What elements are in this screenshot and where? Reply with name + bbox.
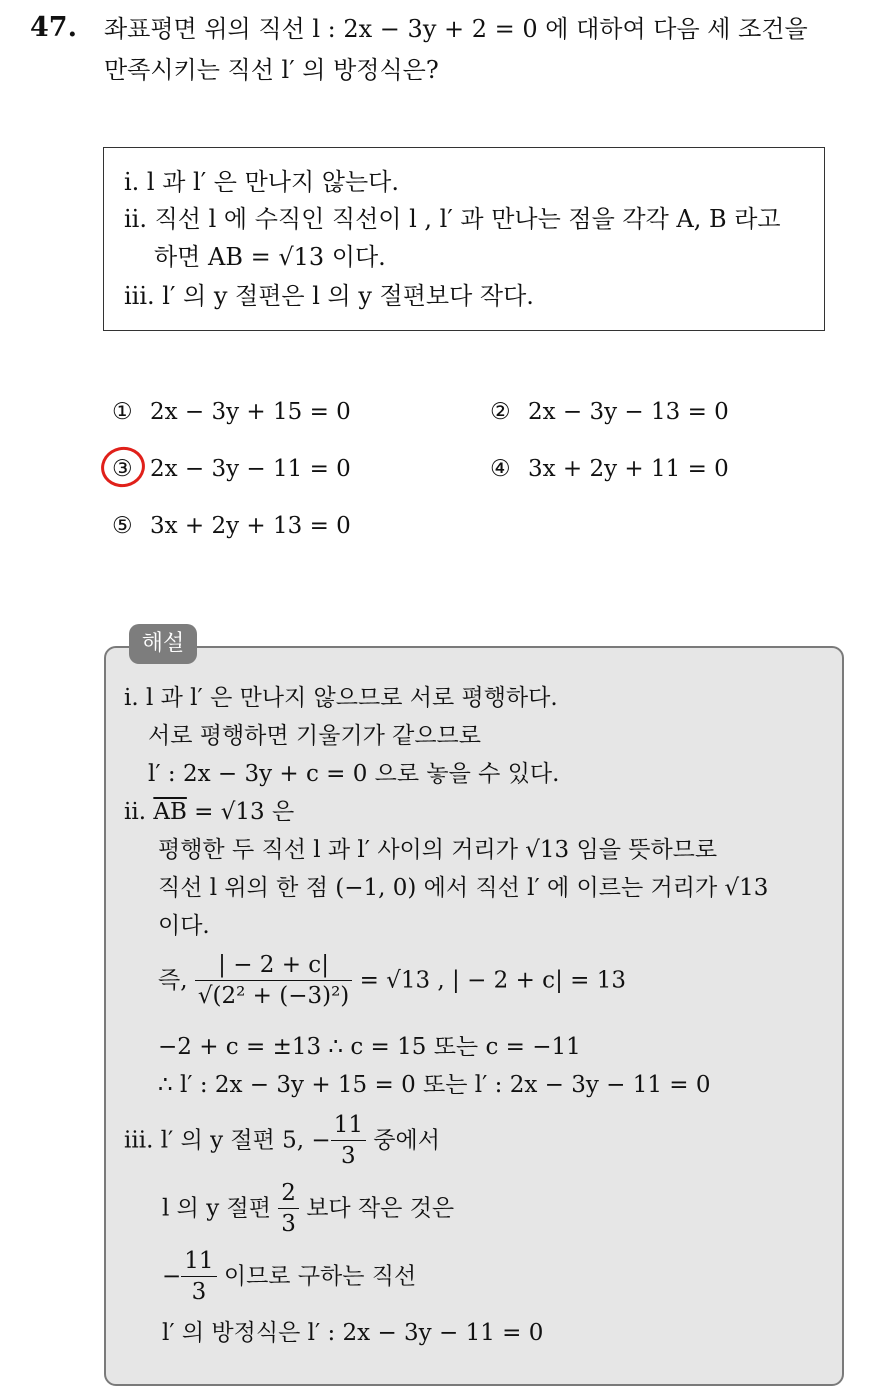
option-equation: 2x − 3y − 11 = 0 xyxy=(150,456,351,482)
option-5[interactable] xyxy=(112,509,351,543)
fraction-numerator: 11 xyxy=(181,1246,216,1277)
text: 중에서 xyxy=(365,1127,440,1154)
fraction-denominator: 3 xyxy=(341,1143,356,1169)
distance-fraction xyxy=(195,950,352,1011)
fraction xyxy=(278,1178,299,1239)
question-number: 47. xyxy=(30,12,77,43)
fraction-denominator: 3 xyxy=(281,1211,296,1237)
solution-line-4 xyxy=(124,795,294,829)
text: ii. xyxy=(124,799,147,825)
option-number: ③ xyxy=(112,456,133,482)
text: iii. l′ 의 y 절편 5, − xyxy=(124,1127,331,1154)
solution-line-14: l′ 의 방정식은 l′ : 2x − 3y − 11 = 0 xyxy=(162,1320,544,1346)
option-2[interactable] xyxy=(490,395,729,429)
text: = √13 , | − 2 + c| = 13 xyxy=(352,967,626,994)
option-3[interactable] xyxy=(112,452,351,486)
solution-line-5: 평행한 두 직선 l 과 l′ 사이의 거리가 √13 임을 뜻하므로 xyxy=(158,837,718,863)
solution-line-2: 서로 평행하면 기울기가 같으므로 xyxy=(148,723,481,749)
fraction-denominator: √(2² + (−3)²) xyxy=(197,983,350,1009)
fraction xyxy=(331,1110,366,1171)
option-equation: 3x + 2y + 13 = 0 xyxy=(150,513,351,539)
option-number: ④ xyxy=(490,456,511,482)
text: 즉, xyxy=(158,967,188,994)
question-line-1: 좌표평면 위의 직선 l : 2x − 3y + 2 = 0 에 대하여 다음 세 조건을 xyxy=(104,15,808,43)
condition-2-cont: 하면 AB = √13 이다. xyxy=(154,243,386,271)
solution-line-7: 이다. xyxy=(158,913,210,939)
option-equation: 2x − 3y − 13 = 0 xyxy=(528,399,729,425)
solution-line-12 xyxy=(162,1178,454,1239)
solution-line-9: −2 + c = ±13 ∴ c = 15 또는 c = −11 xyxy=(158,1034,581,1060)
condition-1: i. l 과 l′ 은 만나지 않는다. xyxy=(124,168,399,196)
fraction-numerator: 2 xyxy=(278,1178,299,1209)
text: − xyxy=(162,1263,182,1290)
solution-line-3: l′ : 2x − 3y + c = 0 으로 놓을 수 있다. xyxy=(148,761,560,787)
condition-2: ii. 직선 l 에 수직인 직선이 l , l′ 과 만나는 점을 각각 A, B 라고 xyxy=(124,205,781,233)
text: = √13 은 xyxy=(186,799,295,825)
text: 보다 작은 것은 xyxy=(298,1195,455,1222)
option-equation: 3x + 2y + 11 = 0 xyxy=(528,456,729,482)
fraction xyxy=(181,1246,216,1307)
text: l 의 y 절편 xyxy=(162,1195,279,1222)
fraction-denominator: 3 xyxy=(191,1279,207,1305)
condition-3: iii. l′ 의 y 절편은 l 의 y 절편보다 작다. xyxy=(124,282,534,310)
solution-line-13 xyxy=(162,1246,416,1307)
option-number: ① xyxy=(112,399,133,425)
solution-line-11 xyxy=(124,1110,440,1171)
option-number: ② xyxy=(490,399,511,425)
option-equation: 2x − 3y + 15 = 0 xyxy=(150,399,351,425)
fraction-numerator: 11 xyxy=(331,1110,366,1141)
fraction-numerator: | − 2 + c| xyxy=(195,950,352,981)
text: 이므로 구하는 직선 xyxy=(216,1263,417,1290)
solution-line-8 xyxy=(158,950,626,1011)
option-4[interactable] xyxy=(490,452,729,486)
solution-line-10: ∴ l′ : 2x − 3y + 15 = 0 또는 l′ : 2x − 3y − 11 = 0 xyxy=(158,1072,711,1098)
solution-line-1: i. l 과 l′ 은 만나지 않으므로 서로 평행하다. xyxy=(124,685,558,711)
option-number: ⑤ xyxy=(112,513,133,539)
solution-tag: 해설 xyxy=(129,624,197,664)
question-line-2: 만족시키는 직선 l′ 의 방정식은? xyxy=(104,56,439,84)
option-1[interactable] xyxy=(112,395,351,429)
solution-line-6: 직선 l 위의 한 점 (−1, 0) 에서 직선 l′ 에 이르는 거리가 √13 xyxy=(158,875,769,901)
segment-ab: $\overline{AB}$ xyxy=(153,799,187,825)
